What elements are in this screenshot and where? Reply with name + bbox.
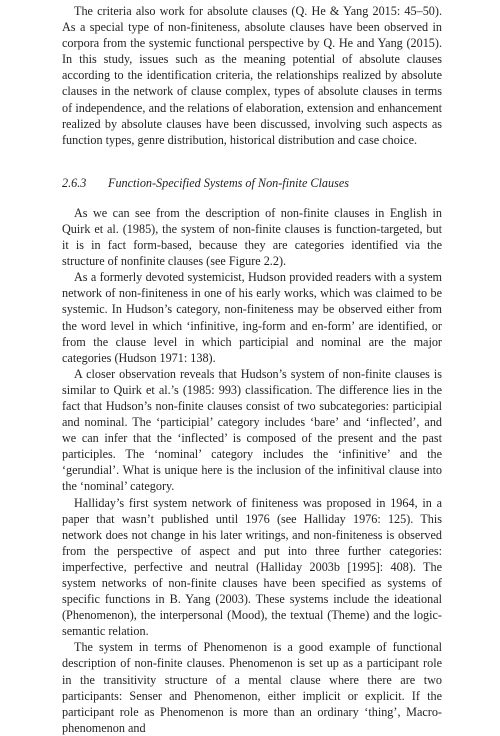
paragraph-hudson-network: As a formerly devoted systemicist, Hudson provided readers with a system network of non-finiteness in one of his early works, which was claimed to be systemic. In Hudson’s category, non-finiteness may be observed either from the word level in which ‘infinitive, ing-form and en-form’ are identified, or from the clause level in which participial and nominal are the major categories (Hudson 1971: 138). xyxy=(62,270,442,365)
paragraph-absolute-clauses: The criteria also work for absolute clauses (Q. He & Yang 2015: 45–50). As a special type of non-finiteness, absolute clauses have been observed in corpora from the systemic functional perspective by Q. He and Yang (2015). In this study, issues such as the meaning potential of absolute clauses according to the identification criteria, the relationships realized by absolute clauses in the network of clause complex, types of absolute clauses in terms of independence, and the relations of elaboration, extension and enhancement realized by absolute clauses have been discussed, involving such aspects as function types, genre distribution, historical distribution and case choice. xyxy=(62,4,442,147)
paragraph-quirk-system: As we can see from the description of non-finite clauses in English in Quirk et al. (1985), the system of non-finite clauses is function-targeted, but it is in fact form-based, because they are categories identified via the structure of nonfinite clauses (see Figure 2.2). xyxy=(62,205,442,269)
section-heading xyxy=(62,175,442,191)
section-title: Function-Specified Systems of Non-finite Clauses xyxy=(108,175,350,190)
section-number: 2.6.3 xyxy=(62,175,87,190)
paragraph-hudson-comparison: A closer observation reveals that Hudson’s system of non-finite clauses is similar to Quirk et al.’s (1985: 993) classification. The difference lies in the fact that Hudson’s non-finite clauses consist of two subcategories: participial and nominal. The ‘participial’ category includes ‘bare’ and ‘inflected’, and we can infer that the ‘inflected’ is composed of the present and the past participles. The ‘nominal’ category includes the ‘infinitive’ and the ‘gerundial’. What is unique here is the inclusion of the infinitival clause into the ‘nominal’ category. xyxy=(62,366,442,494)
paragraph-halliday-network: Halliday’s first system network of finiteness was proposed in 1964, in a paper that wasn’t published until 1976 (see Halliday 1976: 125). This network does not change in his later writings, and non-finiteness is observed from the perspective of aspect and put into three further categories: imperfective, perfective and neutral (Halliday 2003b [1995]: 408). The system networks of non-finite clauses have been specified as systems of specific functions in B. Yang (2003). These systems include the ideational (Phenomenon), the interpersonal (Mood), the textual (Theme) and the logic-semantic relation. xyxy=(62,495,442,639)
paragraph-phenomenon-system: The system in terms of Phenomenon is a good example of functional description of non-finite clauses. Phenomenon is set up as a participant role in the transitivity structure of a mental clause where there are two participants: Senser and Phenomenon, either implicit or explicit. If the participant role as Phenomenon is more than an ordinary ‘thing’, Macro-phenomenon and xyxy=(62,640,442,735)
document-page xyxy=(62,3,442,736)
